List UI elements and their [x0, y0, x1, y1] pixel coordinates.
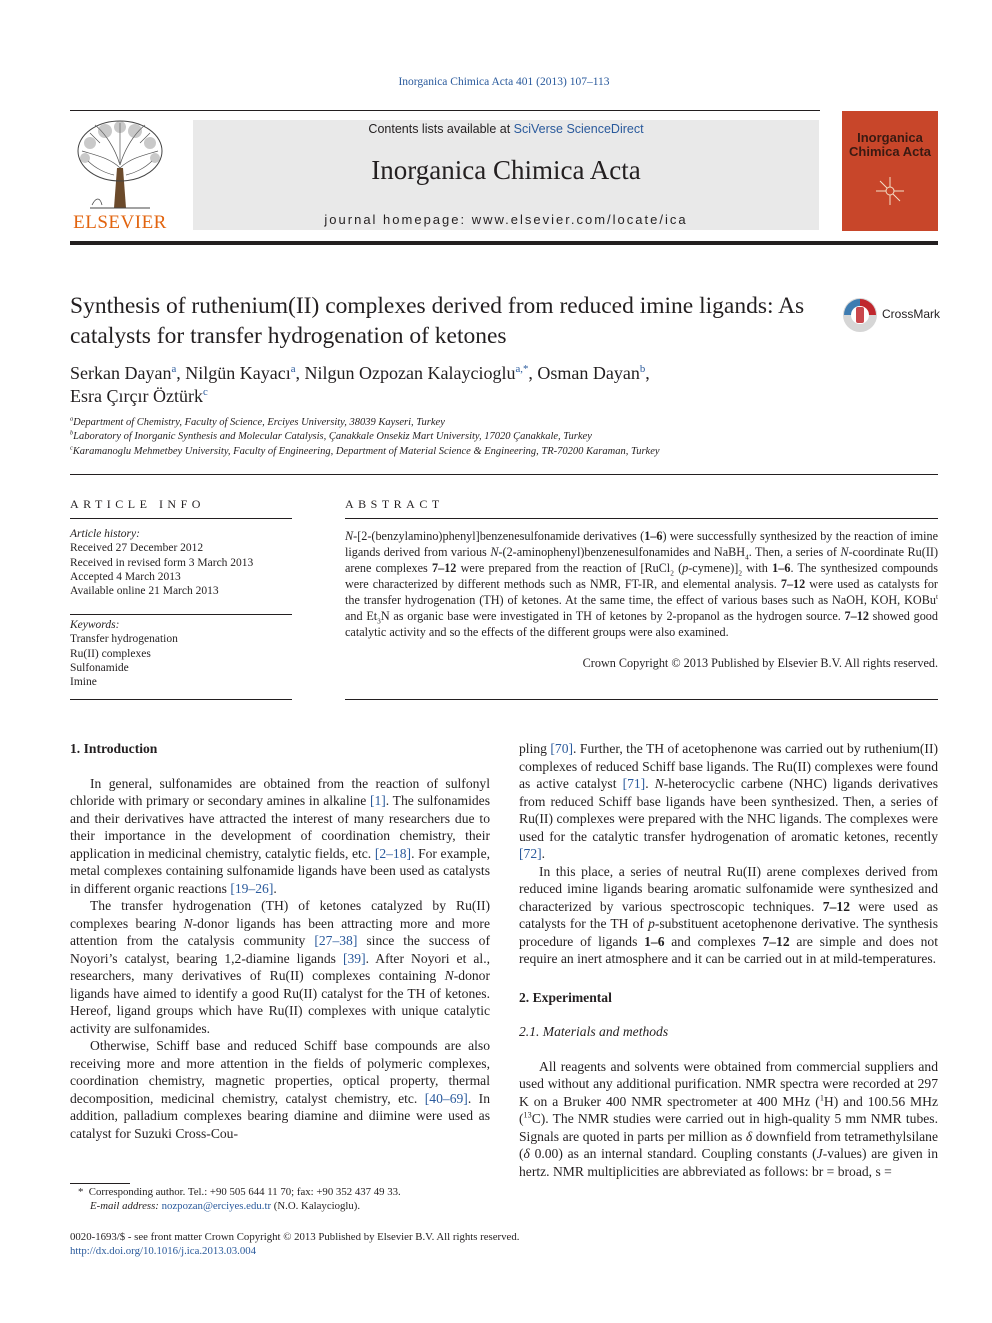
- article-history: [70, 527, 292, 598]
- header-rule: [70, 110, 820, 111]
- contents-prefix: Contents lists available at: [368, 122, 514, 136]
- affiliation-mark: c: [70, 444, 73, 452]
- cover-title: [846, 131, 934, 159]
- author-separator: ,: [528, 363, 538, 383]
- author-separator: ,: [645, 363, 650, 383]
- body-column-right: [519, 740, 938, 1180]
- abstract-rule: [345, 699, 938, 700]
- affiliation: [70, 417, 938, 428]
- citation-link[interactable]: [70]: [550, 741, 574, 756]
- journal-cover: [842, 111, 938, 231]
- citation-link[interactable]: [27–38]: [314, 933, 358, 948]
- article-info-heading: ARTICLE INFO: [70, 497, 205, 511]
- paragraph: pling [70]. Further, the TH of acetophenone was carried out by ruthenium(II) complexes of reduced Schiff base ligands. The Ru(II) complexes were found as active catalyst [71]. N-heterocyclic carbene (NHC) ligands derivatives from reduced Schiff base ligands have been synthesized. Then, a series of Ru(II) complexes were prepared with the NHC ligands. The complexes were used for the catalytic transfer hydrogenation of aromatic ketones, recently [72].: [519, 741, 939, 861]
- affiliation-mark: b: [70, 429, 74, 437]
- author-list: [70, 362, 938, 408]
- history-item: Received 27 December 2012: [70, 542, 204, 555]
- author: [537, 363, 649, 383]
- journal-homepage[interactable]: journal homepage: www.elsevier.com/locate/ica: [324, 212, 688, 227]
- doi-link[interactable]: http://dx.doi.org/10.1016/j.ica.2013.03.004: [70, 1245, 257, 1257]
- paragraph: The transfer hydrogenation (TH) of ketones catalyzed by Ru(II) complexes bearing N-donor ligands has been attracting more and more attention from the catalysis community [27–38] since the success of Noyori’s catalyst, bearing 1,2-diamine ligands [39]. After Noyori et al., researchers, many derivatives of Ru(II) complexes containing N-donor ligands have aimed to identify a good Ru(II) catalyst for the TH of ketones. Hereof, ligand groups which have Ru(II) complexes with unique catalytic activity are sulfonamides.: [70, 898, 490, 1036]
- author: [185, 363, 304, 383]
- email-footnote: [70, 1200, 500, 1212]
- abstract-heading: ABSTRACT: [345, 497, 444, 511]
- corresponding-author-footnote: [70, 1186, 500, 1198]
- citation-link[interactable]: [72]: [519, 846, 542, 861]
- citation-link[interactable]: [39]: [342, 950, 366, 966]
- affiliation-text: Karamanoglu Mehmetbey University, Faculty of Engineering, Department of Material Science & Engineering, TR-70200 Karaman, Turkey: [72, 446, 660, 457]
- citation-link[interactable]: [19–26]: [230, 880, 274, 896]
- affiliation-mark: a: [70, 415, 74, 423]
- subsection-heading-materials: 2.1. Materials and methods: [519, 1024, 669, 1039]
- affiliation: [70, 431, 938, 442]
- history-item: Accepted 4 March 2013: [70, 570, 181, 583]
- author-name: Osman Dayan: [537, 363, 640, 383]
- paragraph: All reagents and solvents were obtained from commercial suppliers and used without any additional purification. NMR spectra were recorded at 297 K on a Bruker 400 NMR spectrometer at 400 MHz ($^1$H) and 100.56 MHz ($^{13}$C). The NMR studies were carried out in high-quality 5 mm NMR tubes. Signals are quoted in parts per million as δ downfield from tetramethylsilane (δ 0.00) as an internal standard. Coupling constants (J-values) are given in hertz. NMR multiplicities are abbreviated as follows: br = broad, s =: [519, 1058, 938, 1179]
- author-name: Nilgun Ozpozan Kalaycioglu: [304, 363, 516, 383]
- footnote-rule: [70, 1183, 130, 1184]
- section-heading-introduction: 1. Introduction: [70, 741, 158, 756]
- section-heading-experimental: 2. Experimental: [519, 989, 612, 1005]
- cover-molecule-icon: [870, 171, 910, 211]
- author-affil-mark[interactable]: a: [171, 363, 177, 375]
- abstract-copyright: Crown Copyright © 2013 Published by Elsevier B.V. All rights reserved.: [582, 656, 938, 670]
- citation-link[interactable]: [1]: [369, 793, 386, 808]
- history-item: Received in revised form 3 March 2013: [70, 556, 254, 569]
- author-separator: ,: [176, 363, 186, 383]
- citation-link[interactable]: [71]: [622, 776, 646, 791]
- history-label: Article history:: [70, 528, 140, 540]
- cover-title-line-1: Inorganica: [857, 130, 923, 145]
- article-info-rule: [70, 614, 292, 615]
- crossmark-icon: [842, 297, 878, 333]
- journal-citation[interactable]: Inorganica Chimica Acta 401 (2013) 107–113: [398, 76, 610, 88]
- journal-title: Inorganica Chimica Acta: [371, 155, 641, 185]
- affiliation: [70, 446, 938, 457]
- author: [70, 386, 208, 406]
- footnote-asterisk: *: [78, 1186, 89, 1198]
- article-info-rule: [70, 518, 292, 519]
- author-affil-mark[interactable]: a,*: [515, 363, 529, 375]
- author-affil-mark[interactable]: a: [290, 363, 296, 375]
- corresponding-text: Corresponding author. Tel.: +90 505 644 11 70; fax: +90 352 437 49 33.: [88, 1186, 401, 1198]
- issn-line: 0020-1693/$ - see front matter Crown Copyright © 2013 Published by Elsevier B.V. All rights reserved.: [70, 1231, 520, 1243]
- keyword: Imine: [70, 676, 97, 689]
- author-affil-mark[interactable]: b: [639, 363, 646, 375]
- citation-link[interactable]: [40–69]: [424, 1090, 468, 1106]
- sciencedirect-link[interactable]: SciVerse ScienceDirect: [513, 122, 644, 136]
- author-name: Esra Çırçır Öztürk: [70, 386, 203, 406]
- keyword: Ru(II) complexes: [70, 647, 151, 660]
- email-link[interactable]: nozpozan@erciyes.edu.tr: [161, 1200, 272, 1212]
- article-title: Synthesis of ruthenium(II) complexes derived from reduced imine ligands: As catalysts for transfer hydrogenation of ketones: [70, 293, 805, 349]
- affiliation-text: Laboratory of Inorganic Synthesis and Molecular Catalysis, Çanakkale Onsekiz Mart University, 17020 Çanakkale, Turkey: [73, 431, 592, 442]
- paragraph: In general, sulfonamides are obtained from the reaction of sulfonyl chloride with primary or secondary amines in alkaline [1]. The sulfonamides and their derivatives have attracted the interest of many researchers due to their importance in the development of coordination chemistry, their application in medicinal chemistry, catalytic fields, etc. [2–18]. For example, metal complexes containing sulfonamide ligands have been used as catalysts in different organic reactions [19–26].: [70, 775, 490, 896]
- email-label: E-mail address:: [90, 1200, 159, 1212]
- keyword: Transfer hydrogenation: [70, 633, 178, 646]
- keywords: [70, 618, 292, 689]
- contents-line: [193, 122, 819, 136]
- elsevier-logo: [70, 113, 170, 231]
- abstract-text: N-[2-(benzylamino)phenyl]benzenesulfonamide derivatives (1–6) were successfully synthesized by the reaction of imine ligands derived from various N-(2-aminophenyl)benzenesulfonamides and NaBH$_4$. Then, a series of N-coordinate Ru(II) arene complexes 7–12 were prepared from the reaction of [RuCl$_2$ $(p-cymene)]_2$ with 1–6. The synthesized compounds were characterized by different methods such as NMR, FT-IR, and elemental analysis. 7–12 were used as catalysts for the transfer hydrogenation (TH) of ketones. At the same time, the effect of various bases such as NaOH, KOH, KOBu$^t$ and $Et_3N$ as organic base were investigated in TH of ketones by 2-propanol as the hydrogen source. 7–12 showed good catalytic activity and so the effects of the different groups were also examined.: [345, 529, 939, 639]
- paragraph: In this place, a series of neutral Ru(II) arene complexes derived from reduced imine ligands bearing aromatic sulfonamide were synthesized and characterized by various spectroscopic techniques. 7–12 were used as catalysts for the TH of p-substituent acetophenone derivative. The synthesis procedure of ligands 1–6 and complexes 7–12 are simple and does not require an inert atmosphere and it can be carried out in at mild-temperatures.: [519, 863, 938, 966]
- author-name: Serkan Dayan: [70, 363, 172, 383]
- author-name: Nilgün Kayacı: [185, 363, 291, 383]
- affiliation-rule: [70, 474, 938, 475]
- paragraph: Otherwise, Schiff base and reduced Schiff base compounds are also receiving more and more attention in the fields of polymeric complexes, coordination chemistry, magnetic properties, optical property, thermal decomposition, medicinal chemistry, catalyst chemistry, etc. [40–69]. In addition, palladium complexes bearing diamine and diimine were used as catalyst for Suzuki Cross-Cou-: [70, 1038, 491, 1141]
- keyword: Sulfonamide: [70, 661, 129, 674]
- cover-title-line-2: Chimica Acta: [849, 144, 931, 159]
- history-item: Available online 21 March 2013: [70, 585, 219, 598]
- article-info-rule: [70, 699, 292, 700]
- keywords-label: Keywords:: [70, 619, 120, 631]
- affiliation-text: Department of Chemistry, Faculty of Science, Erciyes University, 38039 Kayseri, Turkey: [73, 417, 445, 428]
- author: [305, 363, 538, 383]
- abstract-rule: [345, 518, 938, 519]
- body-column-left: [70, 740, 490, 1142]
- crossmark-label: CrossMark: [882, 307, 941, 321]
- crossmark-badge[interactable]: [842, 297, 942, 333]
- header-thick-rule: [70, 241, 938, 245]
- email-suffix: (N.O. Kalaycioglu).: [273, 1200, 361, 1212]
- author: [70, 363, 185, 383]
- citation-link[interactable]: [2–18]: [374, 845, 412, 861]
- elsevier-wordmark: ELSEVIER: [73, 212, 167, 233]
- author-separator: ,: [295, 363, 305, 383]
- author-affil-mark[interactable]: c: [202, 386, 208, 398]
